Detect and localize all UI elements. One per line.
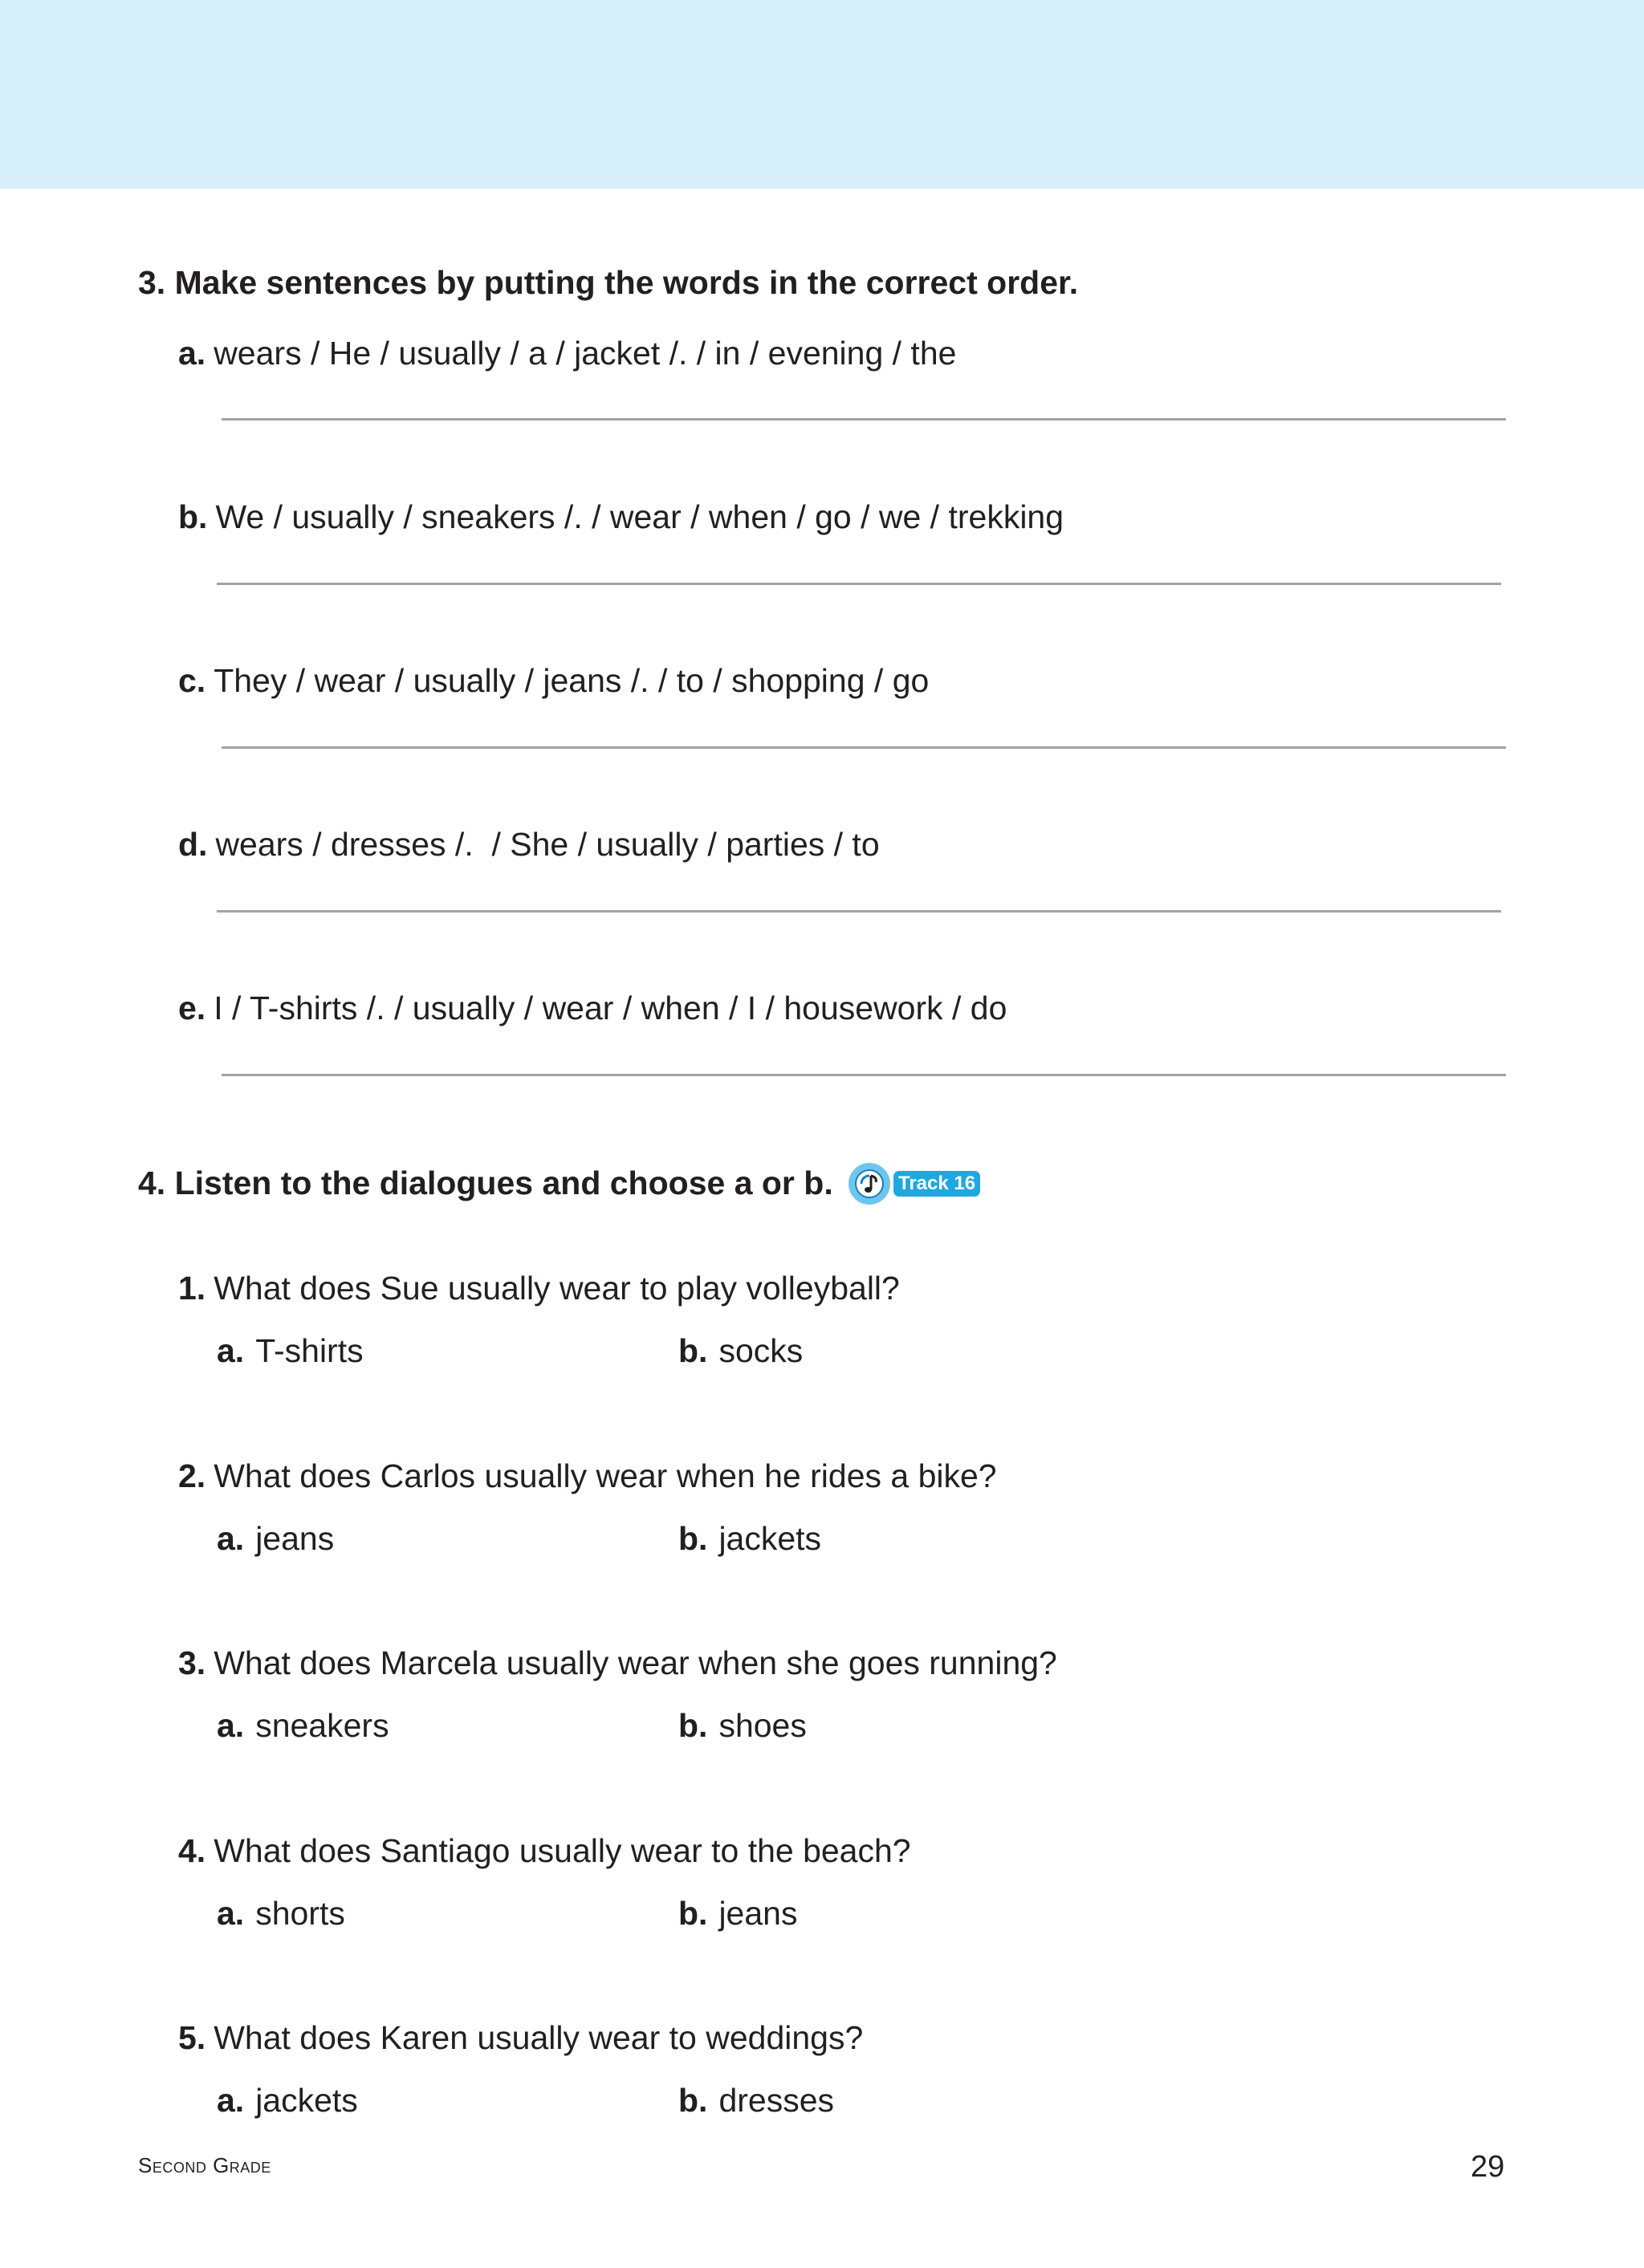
section-3-instruction: Make sentences by putting the words in the correct order. [174,264,1079,301]
page-number: 29 [1471,2150,1505,2184]
item-words: wears / He / usually / a / jacket /. / in / evening / the [214,335,957,372]
item-words: We / usually / sneakers /. / wear / when / go / we / trekking [215,498,1064,535]
section-4-number: 4. [138,1164,166,1201]
question-number: 5. [178,2019,206,2056]
option-letter: b. [678,1895,708,1932]
option-letter: b. [678,2082,708,2119]
question-2 [178,1457,997,1495]
option-letter: a. [217,1895,245,1932]
answer-line-a[interactable] [222,418,1506,421]
question-1-option-a[interactable] [217,1332,364,1370]
question-1-option-b[interactable] [678,1332,803,1370]
option-letter: a. [217,2082,245,2119]
item-letter: e. [178,990,206,1026]
option-letter: b. [678,1520,708,1557]
audio-track[interactable] [848,1163,980,1205]
option-letter: b. [678,1707,708,1744]
option-text: shoes [718,1707,807,1744]
option-letter: a. [217,1332,245,1369]
option-text: T-shirts [255,1332,364,1369]
header-band [0,0,1644,189]
item-letter: a. [178,335,206,372]
section-3-heading [138,264,1078,302]
exercise-item-d [178,826,880,864]
option-text: sneakers [255,1707,389,1744]
option-text: jackets [718,1520,822,1557]
answer-line-c[interactable] [222,746,1506,749]
option-text: jeans [718,1895,798,1932]
question-5 [178,2019,863,2057]
question-text: What does Santiago usually wear to the beach? [214,1832,911,1869]
answer-line-b[interactable] [217,583,1501,585]
answer-line-d[interactable] [217,910,1501,912]
question-text: What does Marcela usually wear when she goes running? [214,1644,1057,1681]
question-4 [178,1832,911,1870]
question-4-option-a[interactable] [217,1895,345,1933]
question-number: 3. [178,1644,206,1681]
option-letter: a. [217,1520,245,1557]
exercise-item-b [178,498,1064,536]
question-4-option-b[interactable] [678,1895,797,1933]
exercise-item-e [178,990,1007,1027]
question-number: 4. [178,1832,206,1869]
question-1 [178,1270,900,1307]
option-text: jackets [255,2082,358,2119]
item-words: I / T-shirts /. / usually / wear / when / I / housework / do [214,990,1007,1026]
option-letter: b. [678,1332,708,1369]
question-5-option-a[interactable] [217,2082,358,2120]
item-letter: d. [178,826,208,863]
question-2-option-a[interactable] [217,1520,334,1558]
question-3-option-a[interactable] [217,1707,389,1745]
exercise-item-a [178,335,956,372]
section-3-number: 3. [138,264,166,301]
option-letter: a. [217,1707,245,1744]
item-words: They / wear / usually / jeans /. / to / shopping / go [214,662,930,699]
question-text: What does Karen usually wear to weddings? [214,2019,864,2056]
question-5-option-b[interactable] [678,2082,834,2120]
question-number: 2. [178,1457,206,1494]
exercise-item-c [178,662,929,700]
item-letter: b. [178,498,208,535]
item-words: wears / dresses /. / She / usually / parties / to [215,826,880,863]
question-text: What does Sue usually wear to play volleyball? [214,1270,900,1307]
question-number: 1. [178,1270,206,1307]
section-4-heading [138,1164,833,1202]
option-text: jeans [255,1520,335,1557]
answer-line-e[interactable] [222,1074,1506,1076]
section-4-instruction: Listen to the dialogues and choose a or b. [174,1164,833,1201]
question-3 [178,1644,1057,1682]
audio-note-icon[interactable] [848,1163,890,1205]
question-text: What does Carlos usually wear when he rides a bike? [214,1457,997,1494]
option-text: dresses [718,2082,834,2119]
question-3-option-b[interactable] [678,1707,807,1745]
option-text: shorts [255,1895,345,1932]
option-text: socks [718,1332,804,1369]
footer-grade: Second Grade [138,2153,271,2177]
item-letter: c. [178,662,206,699]
question-2-option-b[interactable] [678,1520,821,1558]
track-badge[interactable]: Track 16 [893,1171,980,1197]
